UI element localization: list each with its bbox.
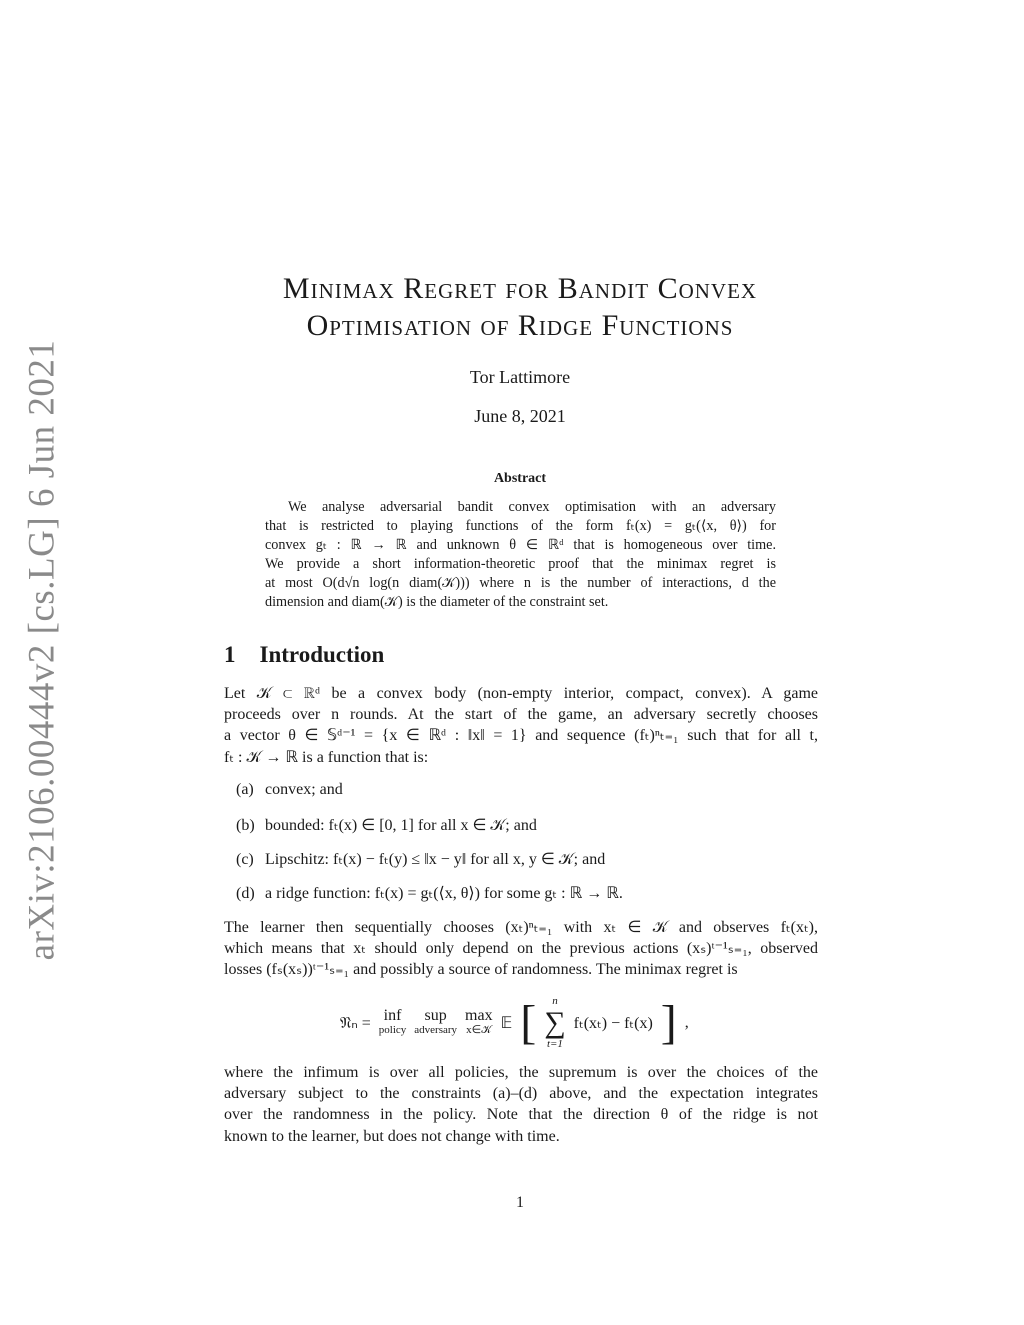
- text-line: a vector θ ∈ 𝕊ᵈ⁻¹ = {x ∈ ℝᵈ : ‖x‖ = 1} and sequence (fₜ)ⁿₜ₌₁ such that for all t,: [224, 727, 818, 745]
- regret-equation: [340, 995, 689, 1051]
- item-label: (c): [236, 851, 254, 868]
- eq-lhs: 𝔑ₙ =: [340, 1015, 371, 1032]
- text-line: which means that xₜ should only depend on the previous actions (xₛ)ᵗ⁻¹ₛ₌₁, observed: [224, 940, 818, 958]
- text-line: fₜ : 𝒦 → ℝ is a function that is:: [224, 748, 429, 766]
- sup-operator: [414, 1008, 457, 1038]
- abstract-body: [265, 498, 776, 611]
- op-sub: policy: [378, 1024, 407, 1036]
- text-line: We analyse adversarial bandit convex optimisation with an adversary: [288, 499, 776, 515]
- text-line: proceeds over n rounds. At the start of the game, an adversary secretly chooses: [224, 706, 818, 724]
- abstract-heading: Abstract: [493, 471, 547, 486]
- list-item: [236, 815, 537, 835]
- text-line: dimension and diam(𝒦) is the diameter of the constraint set.: [265, 593, 609, 610]
- paper-title: [0, 270, 1024, 344]
- section-number: 1: [224, 642, 236, 667]
- paragraph: [224, 1062, 818, 1147]
- text-line: Let 𝒦 ⊂ ℝᵈ be a convex body (non-empty interior, compact, convex). A game: [224, 685, 818, 702]
- text-line: The learner then sequentially chooses (xₜ)ⁿₜ₌₁ with xₜ ∈ 𝒦 and observes fₜ(xₜ),: [224, 919, 818, 936]
- op-sub: x∈𝒦: [466, 1024, 492, 1036]
- date: June 8, 2021: [474, 406, 566, 426]
- item-text: convex; and: [265, 781, 343, 798]
- text-line: over the randomness in the policy. Note that the direction θ of the ridge is not: [224, 1106, 818, 1124]
- item-label: (d): [236, 885, 255, 902]
- text-line: known to the learner, but does not change with time.: [224, 1127, 560, 1145]
- title-line: Optimisation of Ridge Functions: [306, 309, 734, 342]
- section-title: Introduction: [259, 642, 385, 667]
- text-line: losses (fₛ(xₛ))ᵗ⁻¹ₛ₌₁ and possibly a source of randomness. The minimax regret is: [224, 961, 738, 979]
- title-line: Minimax Regret for Bandit Convex: [282, 272, 758, 305]
- list-item: [236, 781, 343, 799]
- text-line: We provide a short information-theoretic proof that the minimax regret is: [265, 555, 776, 572]
- text-line: adversary subject to the constraints (a)–(d) above, and the expectation integrates: [224, 1085, 818, 1103]
- author: Tor Lattimore: [469, 367, 571, 387]
- inf-operator: [379, 1008, 407, 1038]
- item-label: (b): [236, 817, 255, 834]
- op-text: inf: [383, 1007, 402, 1024]
- paragraph: [224, 917, 818, 981]
- op-text: sup: [424, 1007, 447, 1024]
- text-line: where the infimum is over all policies, the supremum is over the choices of the: [224, 1064, 818, 1081]
- sum-operator: n ∑ t=1: [544, 995, 566, 1050]
- arxiv-stamp: arXiv:2106.00444v2 [cs.LG] 6 Jun 2021: [21, 339, 63, 961]
- page-number: 1: [516, 1194, 524, 1211]
- max-operator: [465, 1008, 493, 1038]
- expectation: 𝔼: [500, 1015, 513, 1032]
- text-line: that is restricted to playing functions of the form fₜ(x) = gₜ(⟨x, θ⟩) for: [265, 517, 776, 534]
- list-item: [236, 883, 623, 903]
- paragraph: [224, 683, 818, 768]
- text-line: convex gₜ : ℝ → ℝ and unknown θ ∈ ℝᵈ that is homogeneous over time.: [265, 536, 776, 553]
- list-item: [236, 849, 605, 869]
- item-text: a ridge function: fₜ(x) = gₜ(⟨x, θ⟩) for some gₜ : ℝ → ℝ.: [265, 885, 623, 902]
- item-text: bounded: fₜ(x) ∈ [0, 1] for all x ∈ 𝒦; and: [265, 817, 537, 834]
- eq-trail: ,: [684, 1014, 689, 1031]
- left-bracket: [: [520, 996, 537, 1049]
- section-heading: [224, 642, 384, 668]
- sum-bottom: t=1: [546, 1038, 563, 1050]
- item-text: Lipschitz: fₜ(x) − fₜ(y) ≤ ‖x − y‖ for all x, y ∈ 𝒦; and: [265, 851, 606, 868]
- summand: fₜ(xₜ) − fₜ(x): [573, 1015, 653, 1032]
- op-text: max: [465, 1007, 493, 1024]
- sum-top: n: [552, 995, 558, 1007]
- item-label: (a): [236, 781, 254, 798]
- text-line: at most O(d√n log(n diam(𝒦))) where n is the number of interactions, d the: [265, 574, 776, 591]
- right-bracket: ]: [660, 996, 677, 1049]
- op-sub: adversary: [414, 1024, 458, 1036]
